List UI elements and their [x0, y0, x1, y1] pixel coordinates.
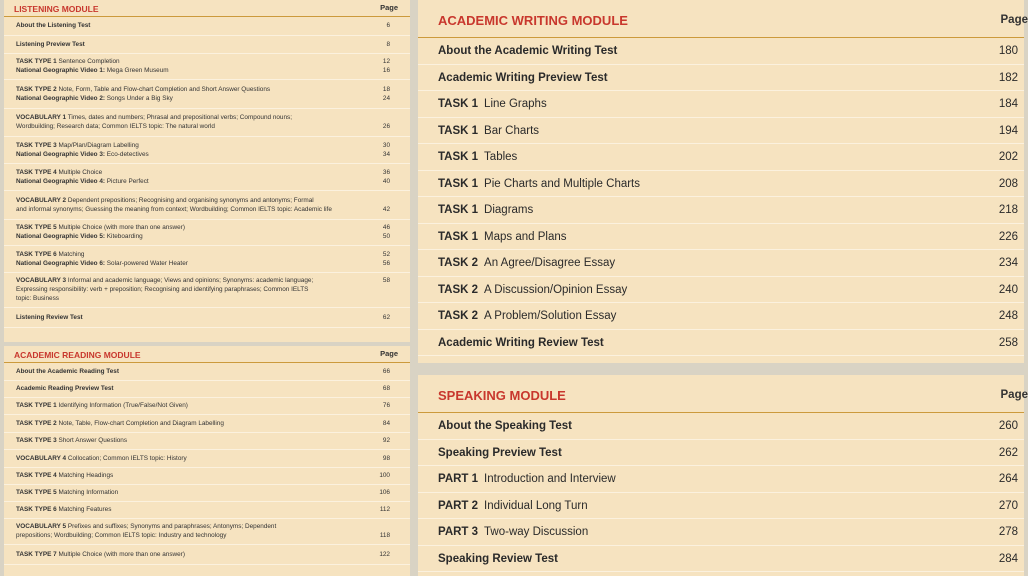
toc-entry-line [438, 203, 944, 217]
toc-entry-line [16, 277, 364, 285]
toc-page-number: 278 [998, 526, 1018, 538]
toc-entry-line [16, 506, 364, 514]
toc-row [4, 80, 410, 109]
toc-page-number: 106 [379, 489, 390, 496]
toc-entry-line [16, 123, 364, 131]
toc-row [4, 468, 410, 485]
toc-entry-text: Introduction and Interview [484, 473, 616, 485]
toc-entry-line [16, 206, 364, 214]
speaking-module-title: SPEAKING MODULE [438, 388, 566, 403]
toc-row [418, 91, 1024, 118]
toc-entry-text: Note, Table, Flow-chart Completion and Diagram Labelling [56, 420, 224, 427]
toc-row [418, 466, 1024, 493]
toc-entry-line [16, 224, 364, 232]
toc-entry-line [16, 86, 364, 94]
toc-page-number: 118 [379, 532, 390, 539]
toc-entry-line [438, 309, 944, 323]
toc-page-number: 6 [386, 22, 390, 29]
toc-entry-label: TASK TYPE 2 [16, 420, 57, 427]
toc-entry-label: PART 2 [438, 499, 479, 512]
toc-page-number: 56 [382, 260, 390, 267]
toc-entry-label: TASK TYPE 4 [16, 169, 57, 176]
toc-entry-line [438, 446, 944, 460]
toc-entry-label: TASK 1 [438, 151, 479, 163]
toc-row [4, 519, 410, 545]
toc-entry-text: Multiple Choice (with more than one answer) [56, 551, 185, 558]
toc-row [418, 65, 1024, 92]
toc-entry-line [16, 437, 364, 445]
toc-entry-line [16, 368, 364, 376]
toc-entry-text: Matching Headings [56, 472, 114, 479]
toc-entry-text: Diagrams [484, 204, 534, 216]
toc-entry-text: Times, dates and numbers; Phrasal and prepositional verbs; Compound nouns; [66, 114, 293, 121]
toc-page-number: 84 [382, 420, 390, 427]
toc-entry-label: TASK TYPE 3 [16, 437, 57, 444]
writing-module-header [418, 0, 1028, 38]
toc-row [4, 17, 410, 36]
toc-entry-text: Note, Form, Table and Flow-chart Completion and Short Answer Questions [56, 86, 271, 93]
toc-entry-line [438, 230, 944, 244]
toc-page-number: 62 [382, 314, 390, 321]
toc-entry-label: TASK TYPE 1 [16, 402, 57, 409]
toc-entry-text: Map/Plan/Diagram Labelling [56, 142, 139, 149]
reading-module-title: ACADEMIC READING MODULE [14, 350, 141, 360]
toc-page-number: 76 [382, 402, 390, 409]
toc-row [418, 519, 1024, 546]
toc-page-number: 112 [379, 506, 390, 513]
toc-row [418, 277, 1024, 304]
toc-entry-label: TASK TYPE 5 [16, 224, 57, 231]
writing-page-label: Page [1000, 14, 1028, 26]
toc-row [418, 38, 1024, 65]
toc-entry-text: Multiple Choice [56, 169, 103, 176]
toc-entry-label: TASK TYPE 6 [16, 506, 57, 513]
listening-contents-list [4, 17, 410, 328]
toc-row [418, 197, 1024, 224]
toc-entry-label: Listening Review Test [16, 314, 83, 321]
toc-row [4, 363, 410, 381]
toc-page-number: 100 [379, 472, 390, 479]
toc-entry-text: A Discussion/Opinion Essay [484, 283, 628, 296]
toc-entry-label: About the Speaking Test [438, 420, 572, 432]
toc-entry-line [438, 97, 944, 111]
toc-entry-label: TASK TYPE 3 [16, 142, 57, 149]
toc-entry-text: Tables [484, 151, 518, 163]
toc-entry-label: VOCABULARY 4 [16, 455, 67, 462]
toc-row [4, 502, 410, 519]
toc-entry-label: Academic Writing Preview Test [438, 71, 608, 84]
toc-page-number: 24 [382, 95, 390, 102]
toc-row [418, 171, 1024, 198]
toc-page-number: 36 [382, 169, 390, 176]
toc-entry-line [438, 124, 944, 138]
toc-entry-line [438, 150, 944, 164]
toc-entry-label: TASK TYPE 6 [16, 251, 57, 258]
toc-entry-text: prepositions; Wordbuilding; Common IELTS topic: Industry and technology [16, 532, 227, 539]
toc-page-number: 226 [998, 230, 1018, 243]
toc-entry-label: TASK 2 [438, 310, 479, 322]
toc-entry-line [16, 286, 364, 294]
listening-module-header [4, 0, 410, 17]
toc-entry-text: Solar-powered Water Heater [105, 260, 188, 267]
toc-entry-label: TASK 1 [438, 230, 479, 243]
toc-entry-label: PART 1 [438, 473, 479, 485]
toc-entry-text: topic: Business [16, 295, 59, 302]
toc-page-number: 122 [379, 551, 390, 558]
toc-entry-text: and informal synonyms; Guessing the meaning from context; Wordbuilding; Common IELTS topic: Academic life [16, 206, 332, 213]
toc-entry-label: TASK 1 [438, 98, 479, 110]
toc-entry-line [16, 169, 364, 177]
toc-row [418, 118, 1024, 145]
toc-row [418, 546, 1024, 573]
toc-entry-text: Mega Green Museum [105, 67, 169, 74]
toc-entry-text: Matching [56, 251, 85, 258]
toc-page-number: 240 [998, 283, 1018, 296]
toc-page-number: 184 [998, 98, 1018, 110]
toc-entry-line [16, 151, 364, 159]
toc-entry-label: Listening Preview Test [16, 41, 85, 48]
toc-entry-line [438, 336, 944, 350]
toc-entry-label: VOCABULARY 5 [16, 523, 67, 530]
speaking-module-panel [418, 375, 1028, 576]
toc-entry-text: Matching Features [56, 506, 112, 513]
toc-row [418, 303, 1024, 330]
toc-entry-line [16, 314, 364, 322]
toc-entry-label: TASK 1 [438, 124, 479, 137]
toc-entry-line [438, 419, 944, 433]
toc-row [4, 308, 410, 328]
toc-entry-text: Songs Under a Big Sky [105, 95, 173, 102]
toc-entry-line [16, 95, 364, 103]
toc-entry-line [16, 233, 364, 241]
toc-entry-line [16, 472, 364, 480]
toc-entry-label: National Geographic Video 5: [16, 233, 106, 240]
toc-page-number: 50 [382, 233, 390, 240]
toc-entry-line [16, 551, 364, 559]
toc-entry-label: National Geographic Video 3: [16, 151, 106, 158]
toc-page-number: 202 [998, 151, 1018, 163]
toc-entry-label: TASK TYPE 1 [16, 58, 57, 65]
toc-page-number: 92 [382, 437, 390, 444]
toc-row [4, 36, 410, 54]
toc-entry-label: VOCABULARY 3 [16, 277, 67, 284]
toc-entry-text: Kiteboarding [105, 233, 143, 240]
toc-entry-text: Matching Information [56, 489, 119, 496]
toc-row [4, 54, 410, 80]
toc-entry-label: TASK 1 [438, 177, 479, 190]
toc-entry-text: Picture Perfect [105, 178, 149, 185]
toc-page-number: 194 [998, 124, 1018, 137]
toc-row [4, 545, 410, 565]
toc-entry-line [16, 178, 364, 186]
toc-entry-line [16, 295, 364, 303]
toc-entry-line [438, 499, 944, 513]
toc-page-number: 248 [998, 310, 1018, 322]
toc-row [418, 440, 1024, 467]
toc-entry-label: TASK TYPE 4 [16, 472, 57, 479]
toc-page-number: 264 [998, 473, 1018, 485]
toc-entry-label: TASK 2 [438, 257, 479, 269]
toc-entry-line [16, 532, 364, 540]
toc-entry-line [16, 251, 364, 259]
listening-page-label: Page [380, 3, 398, 12]
toc-entry-line [16, 385, 364, 393]
toc-row [4, 485, 410, 502]
toc-entry-text: Wordbuilding; Research data; Common IELTS topic: The natural world [16, 123, 215, 130]
speaking-contents-list [418, 413, 1024, 572]
toc-page-number: 234 [998, 257, 1018, 269]
toc-entry-label: National Geographic Video 4: [16, 178, 106, 185]
toc-row [418, 224, 1024, 251]
listening-module-title: LISTENING MODULE [14, 4, 99, 14]
toc-page-number: 98 [382, 455, 390, 462]
writing-module-title: ACADEMIC WRITING MODULE [438, 13, 628, 28]
toc-entry-line [16, 523, 364, 531]
toc-entry-label: About the Academic Writing Test [438, 45, 618, 57]
toc-page-number: 8 [386, 41, 390, 48]
reading-page-label: Page [380, 349, 398, 358]
toc-entry-label: About the Academic Reading Test [16, 368, 119, 375]
toc-page-number: 26 [382, 123, 390, 130]
toc-row [418, 144, 1024, 171]
toc-entry-line [16, 197, 364, 205]
toc-row [4, 164, 410, 191]
toc-entry-label: National Geographic Video 2: [16, 95, 106, 102]
toc-row [4, 220, 410, 246]
toc-row [418, 493, 1024, 520]
toc-entry-line [438, 71, 944, 85]
toc-entry-text: Sentence Completion [56, 58, 120, 65]
toc-entry-text: An Agree/Disagree Essay [484, 257, 616, 269]
toc-page-number: 34 [382, 151, 390, 158]
writing-module-panel [418, 0, 1028, 363]
toc-entry-text: Pie Charts and Multiple Charts [484, 177, 641, 190]
toc-entry-line [438, 283, 944, 297]
toc-row [418, 250, 1024, 277]
toc-entry-label: TASK 2 [438, 283, 479, 296]
toc-entry-text: Collocation; Common IELTS topic: History [66, 455, 187, 462]
toc-row [418, 413, 1024, 440]
speaking-module-header [418, 375, 1028, 413]
toc-row [4, 137, 410, 164]
toc-entry-line [16, 489, 364, 497]
toc-row [4, 246, 410, 273]
reading-module-header [4, 346, 410, 363]
toc-page-number: 58 [382, 277, 390, 284]
toc-row [4, 415, 410, 433]
toc-row [4, 433, 410, 450]
toc-page-number: 68 [382, 385, 390, 392]
toc-page-number: 218 [998, 204, 1018, 216]
toc-page-number: 18 [382, 86, 390, 93]
toc-entry-line [16, 402, 364, 410]
toc-entry-text: Two-way Discussion [484, 526, 589, 538]
toc-entry-label: Speaking Review Test [438, 552, 558, 565]
reading-contents-list [4, 363, 410, 565]
toc-entry-text: Identifying Information (True/False/Not Given) [56, 402, 188, 409]
toc-entry-line [438, 44, 944, 58]
toc-entry-text: Maps and Plans [484, 230, 567, 243]
toc-entry-text: Bar Charts [484, 124, 540, 137]
toc-entry-label: VOCABULARY 2 [16, 197, 67, 204]
toc-page-number: 208 [998, 177, 1018, 190]
toc-entry-line [438, 525, 944, 539]
toc-page-number: 12 [382, 58, 390, 65]
toc-entry-label: PART 3 [438, 526, 479, 538]
toc-entry-text: Prefixes and suffixes; Synonyms and paraphrases; Antonyms; Dependent [66, 523, 277, 530]
reading-module-panel [4, 346, 410, 576]
toc-entry-text: Eco-detectives [105, 151, 149, 158]
toc-page-number: 30 [382, 142, 390, 149]
toc-entry-text: Short Answer Questions [56, 437, 128, 444]
toc-row [418, 330, 1024, 357]
toc-entry-text: Dependent prepositions; Recognising and organising synonyms and antonyms; Formal [66, 197, 314, 204]
toc-entry-line [16, 41, 364, 49]
toc-entry-label: TASK TYPE 7 [16, 551, 57, 558]
toc-page-number: 42 [382, 206, 390, 213]
toc-entry-label: Speaking Preview Test [438, 446, 562, 459]
toc-entry-line [438, 177, 944, 191]
toc-entry-label: TASK TYPE 2 [16, 86, 57, 93]
toc-entry-text: Individual Long Turn [484, 499, 588, 512]
toc-entry-text: Expressing responsibility: verb + preposition; Recognising and identifying paraphrases; Common IELTS [16, 286, 309, 293]
toc-entry-line [438, 256, 944, 270]
toc-page-number: 260 [998, 420, 1018, 432]
toc-page-number: 180 [998, 45, 1018, 57]
speaking-page-label: Page [1000, 389, 1028, 401]
toc-entry-label: TASK TYPE 5 [16, 489, 57, 496]
toc-row [4, 450, 410, 468]
toc-page-number: 284 [998, 552, 1018, 565]
toc-entry-line [16, 260, 364, 268]
toc-entry-line [16, 67, 364, 75]
toc-entry-line [16, 420, 364, 428]
writing-contents-list [418, 38, 1024, 356]
toc-entry-label: National Geographic Video 1: [16, 67, 106, 74]
toc-page-number: 52 [382, 251, 390, 258]
toc-entry-line [438, 552, 944, 566]
toc-row [4, 273, 410, 308]
toc-row [4, 398, 410, 415]
toc-row [4, 381, 410, 398]
toc-page-number: 40 [382, 178, 390, 185]
toc-entry-text: Line Graphs [484, 98, 547, 110]
toc-entry-line [16, 58, 364, 66]
toc-entry-line [16, 142, 364, 150]
toc-page-number: 262 [998, 446, 1018, 459]
toc-page-number: 66 [382, 368, 390, 375]
toc-entry-line [16, 114, 364, 122]
toc-entry-label: Academic Writing Review Test [438, 336, 604, 349]
toc-page-number: 46 [382, 224, 390, 231]
toc-entry-line [16, 22, 364, 30]
toc-entry-text: A Problem/Solution Essay [484, 310, 617, 322]
toc-page-number: 270 [998, 499, 1018, 512]
toc-row [4, 109, 410, 137]
toc-page-number: 182 [998, 71, 1018, 84]
toc-entry-line [438, 472, 944, 486]
toc-entry-text: Informal and academic language; Views and opinions; Synonyms: academic language; [66, 277, 314, 284]
toc-page-number: 258 [998, 336, 1018, 349]
toc-entry-label: TASK 1 [438, 204, 479, 216]
toc-entry-label: Academic Reading Preview Test [16, 385, 114, 392]
toc-entry-label: About the Listening Test [16, 22, 91, 29]
listening-module-panel [4, 0, 410, 342]
toc-entry-label: VOCABULARY 1 [16, 114, 67, 121]
toc-entry-text: Multiple Choice (with more than one answer) [56, 224, 185, 231]
toc-row [4, 191, 410, 220]
toc-page-number: 16 [382, 67, 390, 74]
toc-entry-line [16, 455, 364, 463]
toc-entry-label: National Geographic Video 6: [16, 260, 106, 267]
